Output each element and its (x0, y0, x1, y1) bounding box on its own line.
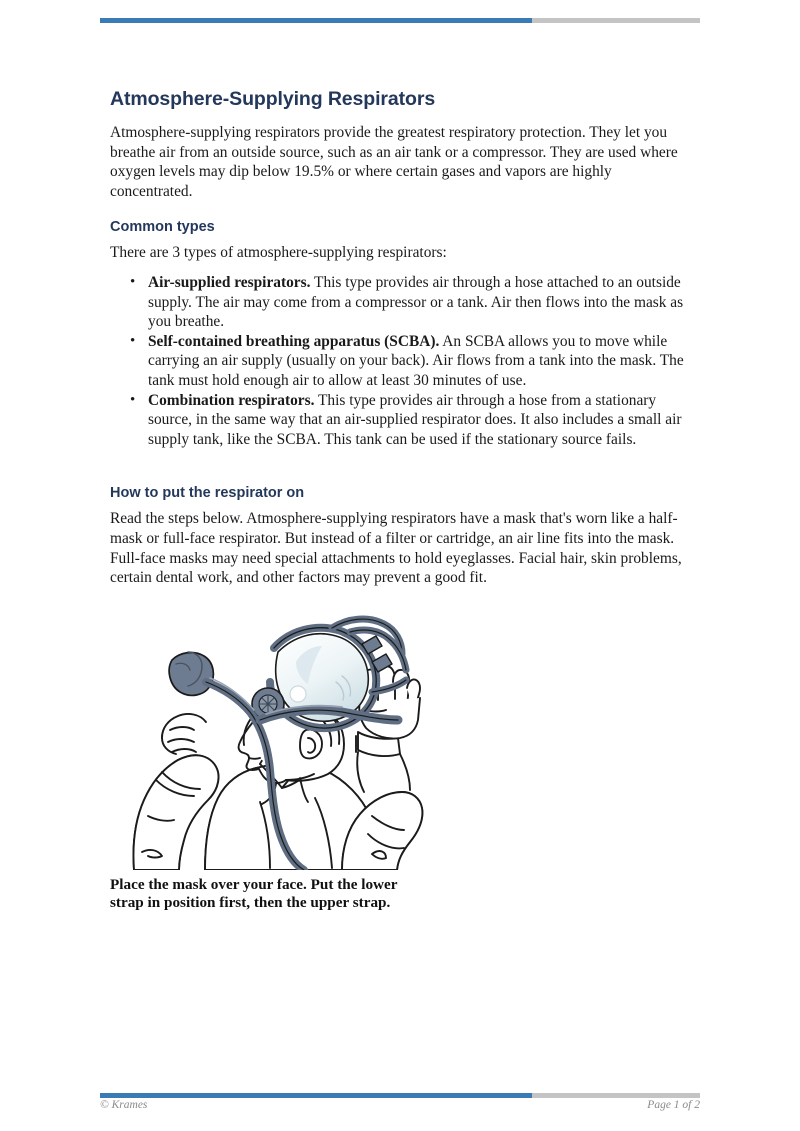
respirator-type-list (110, 273, 692, 449)
list-item-text: This type provides air through a hose from a stationary source, in the same way that an air-supplied respirator does. It also includes a small air supply tank, like the SCBA. This tank can be used if the stationary source fails. (148, 391, 682, 448)
list-item (146, 332, 692, 391)
list-item (146, 273, 692, 332)
page-title: Atmosphere-Supplying Respirators (110, 88, 436, 110)
list-item-term: Air-supplied respirators. (148, 273, 311, 291)
list-item-term: Combination respirators. (148, 391, 315, 409)
header-rule-gray-segment (532, 18, 700, 23)
header-rule-blue-segment (100, 18, 532, 23)
figure-donning-respirator (110, 602, 692, 913)
header-rule (100, 18, 700, 23)
how-to-paragraph: Read the steps below. Atmosphere-supplying respirators have a mask that's worn like a half-mask or full-face respirator. But instead of a filter or cartridge, an air line fits into the mask. Full-face masks may need special attachments to hold eyeglasses. Facial hair, skin problems, certain dental work, and other factors may prevent a good fit. (110, 510, 682, 587)
section-heading-common-types: Common types (110, 219, 215, 236)
common-types-lead: There are 3 types of atmosphere-supplying respirators: (110, 244, 447, 262)
footer-rule (100, 1093, 700, 1098)
person-donning-full-face-respirator-illustration (110, 602, 430, 870)
copyright-label: © Krames (100, 1099, 148, 1111)
list-item-term: Self-contained breathing apparatus (SCBA). (148, 332, 440, 350)
list-item-text: This type provides air through a hose attached to an outside supply. The air may come from a compressor or a tank. Air then flows into the mask as you breathe. (148, 273, 684, 331)
footer-rule-gray-segment (532, 1093, 700, 1098)
figure-caption: Place the mask over your face. Put the lower strap in position first, then the upper strap. (110, 875, 398, 912)
intro-paragraph: Atmosphere-supplying respirators provide the greatest respiratory protection. They let you breathe air from an outside source, such as an air tank or a compressor. They are used where oxygen levels may dip below 19.5% or where certain gases and vapors are highly concentrated. (110, 124, 678, 200)
list-item (146, 391, 692, 450)
page-footer (100, 1099, 700, 1111)
list-item-text: An SCBA allows you to move while carrying an air supply (usually on your back). Air flows from a tank into the mask. The tank must hold enough air to allow at least 30 minutes of use. (148, 332, 684, 389)
section-heading-how-to: How to put the respirator on (110, 485, 305, 502)
page-number-label: Page 1 of 2 (647, 1099, 700, 1111)
document-body (110, 88, 692, 913)
footer-rule-blue-segment (100, 1093, 532, 1098)
